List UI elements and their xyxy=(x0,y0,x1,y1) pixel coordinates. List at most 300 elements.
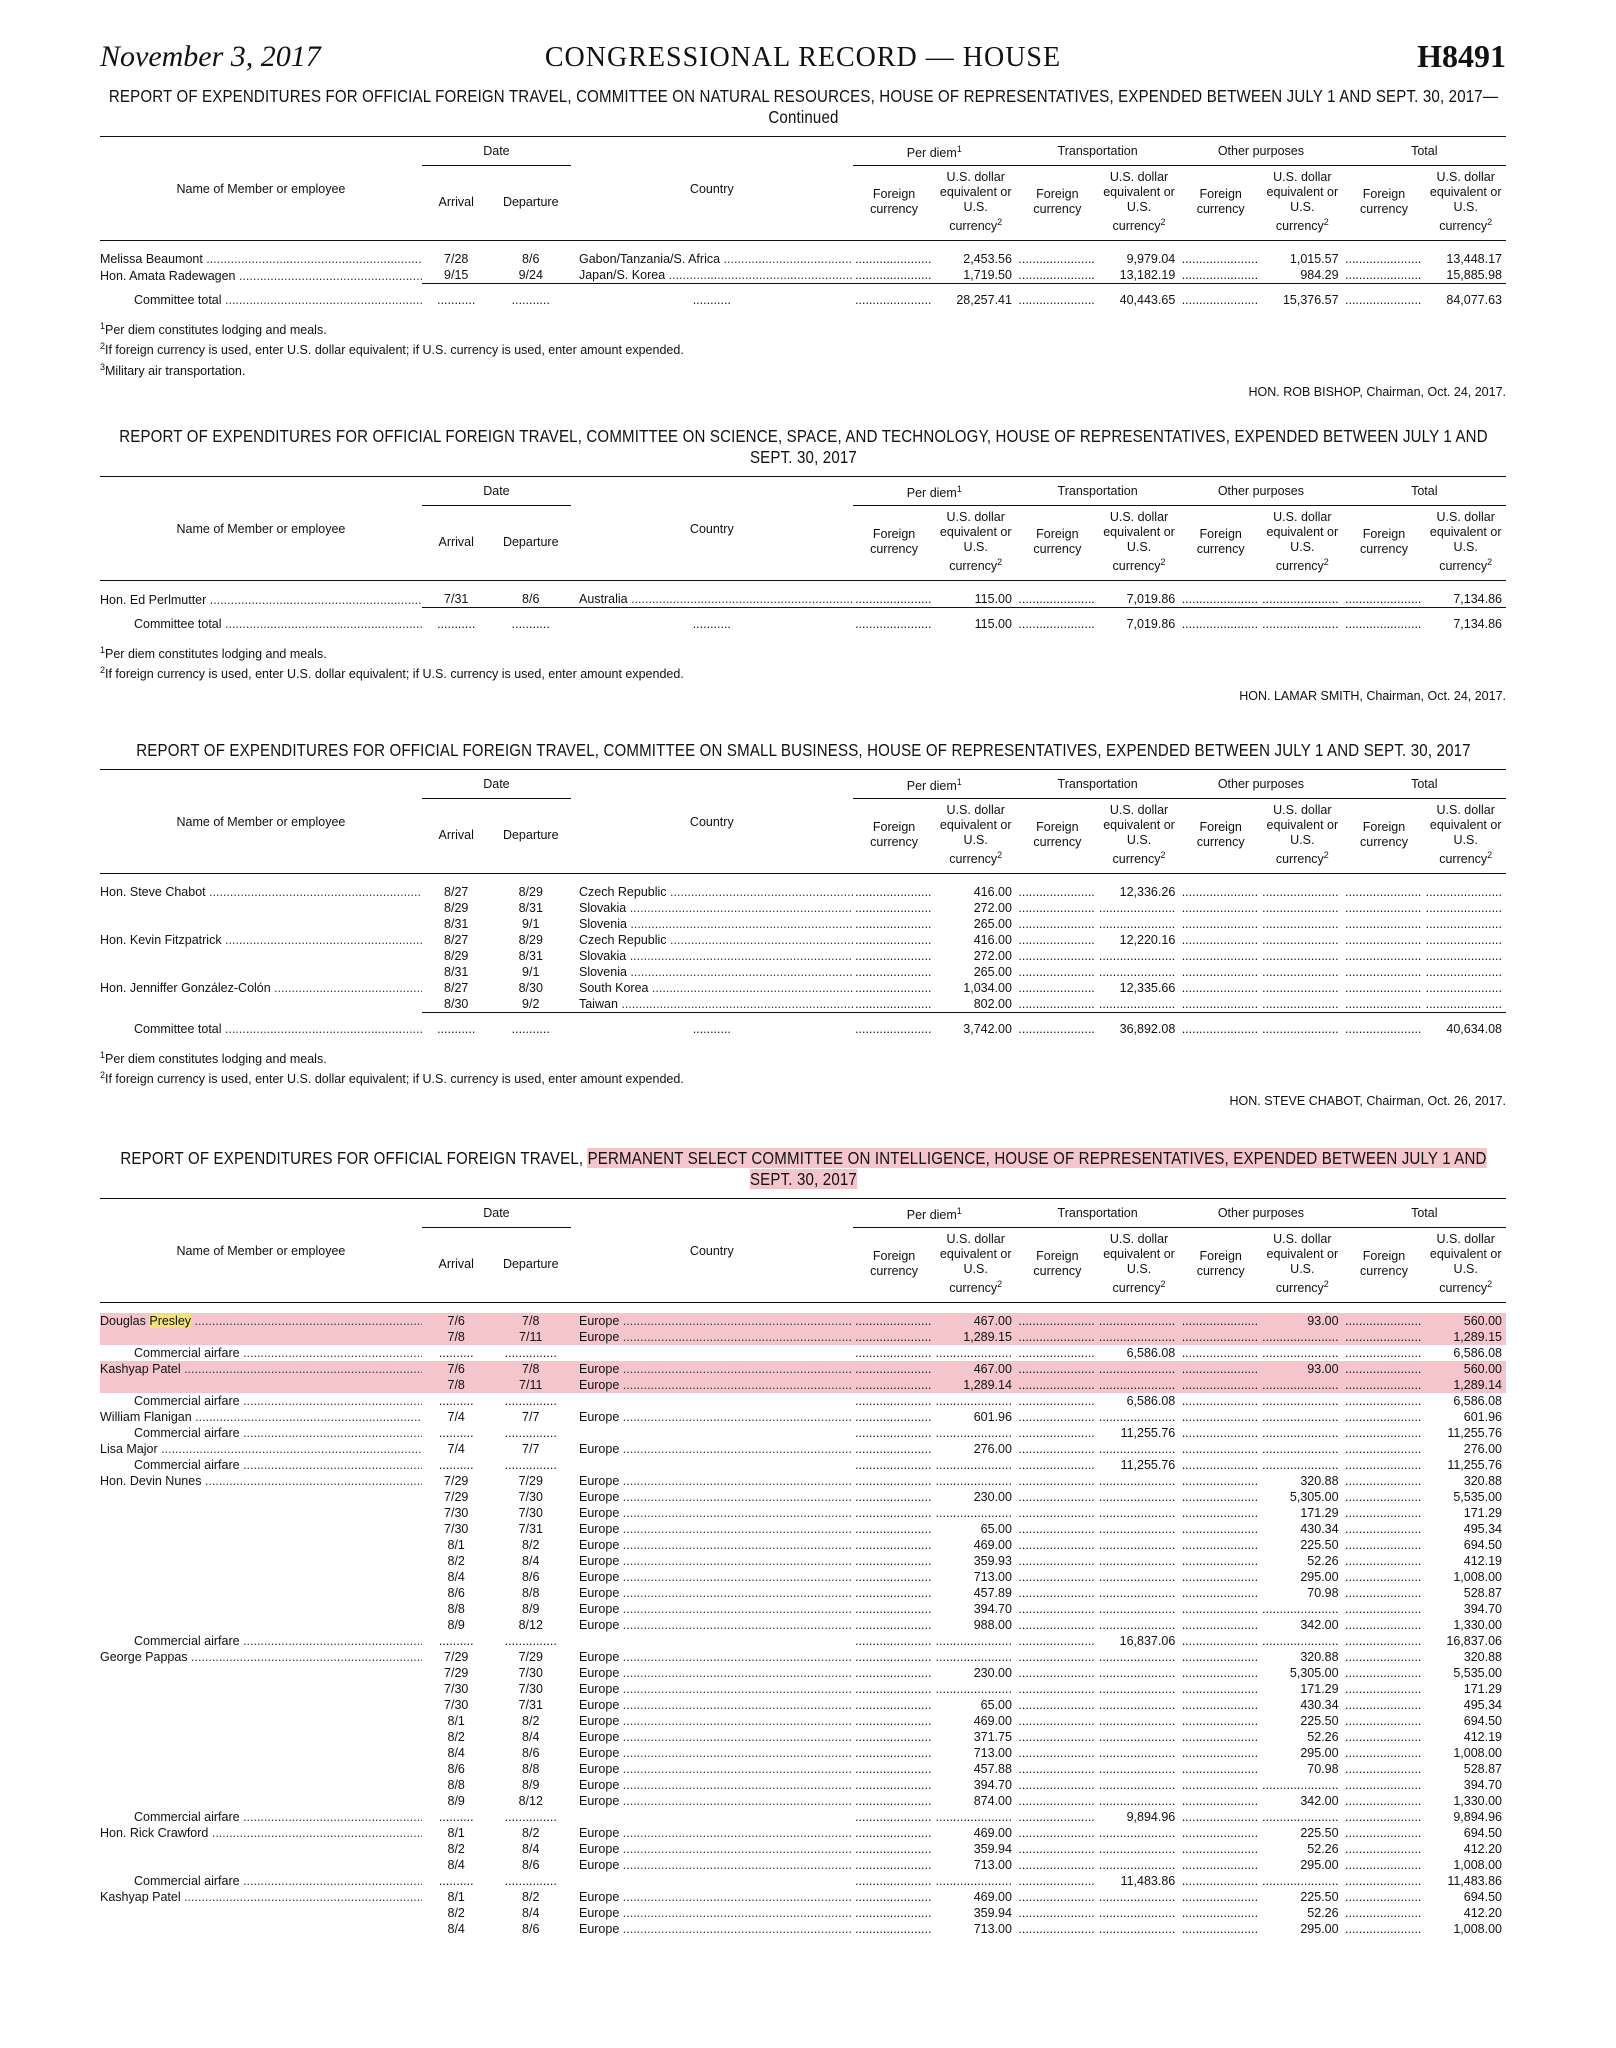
pd-amount xyxy=(935,1313,1015,1329)
total-foreign xyxy=(1016,1013,1099,1040)
pd-amount xyxy=(935,1473,1015,1489)
tr-amount xyxy=(1099,1425,1179,1441)
op-amount xyxy=(1262,1441,1342,1457)
country-text: Europe xyxy=(578,1922,620,1937)
tr-amount xyxy=(1099,1457,1179,1473)
leader-dots: ...................... xyxy=(1345,1586,1422,1601)
tr-amount xyxy=(1099,1505,1179,1521)
leader-dots: ...................... xyxy=(1345,1554,1422,1569)
op-amount xyxy=(1262,251,1342,267)
tot-amount-text: 1,008.00 xyxy=(1453,1746,1502,1761)
arrival-date xyxy=(422,932,491,948)
total-pd-text: 3,742.00 xyxy=(963,1022,1012,1037)
op-amount-text: 225.50 xyxy=(1300,1714,1339,1729)
leader-dots: ...................... xyxy=(855,1458,932,1473)
foreign-currency-amount xyxy=(1343,1713,1426,1729)
leader-dots: ...................... xyxy=(1098,901,1176,916)
arrival-date xyxy=(422,251,491,267)
foreign-currency-header xyxy=(853,166,936,241)
departure-date xyxy=(491,1729,571,1745)
leader-dots: ...................... xyxy=(1181,1810,1259,1825)
departure-date-text: 7/29 xyxy=(518,1650,543,1665)
total-foreign xyxy=(1016,608,1099,635)
leader-dots: ...................... xyxy=(1098,1714,1176,1729)
member-name-text: Lisa Major xyxy=(100,1442,158,1457)
leader-dots xyxy=(618,997,853,1011)
report-title xyxy=(102,740,1505,761)
leader-dots: ...................... xyxy=(855,1474,932,1489)
foreign-currency-amount xyxy=(1016,1537,1099,1553)
tot-amount-text: 13,448.17 xyxy=(1446,252,1502,267)
table-row xyxy=(100,1873,1506,1889)
pd-amount xyxy=(935,1617,1015,1633)
departure-date xyxy=(491,916,571,932)
leader-dots: ...................... xyxy=(1181,1570,1259,1585)
pd-amount-text: 359.94 xyxy=(973,1842,1012,1857)
pd-amount xyxy=(935,1393,1015,1409)
country xyxy=(571,1345,853,1361)
op-amount xyxy=(1262,1793,1342,1809)
pd-amount-text: 469.00 xyxy=(973,1890,1012,1905)
tr-amount-text: 6,586.08 xyxy=(1126,1394,1176,1409)
op-amount xyxy=(1262,1761,1342,1777)
leader-dots xyxy=(720,252,853,266)
foreign-currency-amount xyxy=(1016,1441,1099,1457)
table-row xyxy=(100,1681,1506,1697)
arrival-date xyxy=(422,948,491,964)
country-header-label: Country xyxy=(689,521,734,536)
foreign-currency-amount xyxy=(1016,1569,1099,1585)
country-text: Europe xyxy=(578,1906,620,1921)
member-name-text: Hon. Steve Chabot xyxy=(100,885,206,900)
member-name xyxy=(100,1489,422,1505)
foreign-currency-amount xyxy=(1343,1361,1426,1377)
foreign-currency-amount xyxy=(1179,1585,1262,1601)
leader-dots: ...................... xyxy=(1098,1474,1176,1489)
pd-amount xyxy=(935,1921,1015,1937)
arrival-date xyxy=(422,1745,491,1761)
foreign-currency-label: Foreign currency xyxy=(1360,527,1408,557)
leader-dots: ...................... xyxy=(1181,1762,1259,1777)
footnote-ref: 2 xyxy=(997,1279,1003,1290)
foreign-currency-amount xyxy=(1016,1793,1099,1809)
foreign-currency-amount xyxy=(853,1761,936,1777)
foreign-currency-amount xyxy=(1343,1521,1426,1537)
member-name xyxy=(100,1393,422,1409)
per-diem-header xyxy=(853,1199,1016,1228)
tr-amount-text: 13,182.19 xyxy=(1119,268,1176,283)
op-amount-text: 5,305.00 xyxy=(1289,1666,1339,1681)
country-text: Europe xyxy=(578,1730,620,1745)
leader-dots: ........... xyxy=(511,1022,550,1037)
departure-date xyxy=(491,1313,571,1329)
tr-amount xyxy=(1099,1825,1179,1841)
foreign-currency-amount xyxy=(853,1489,936,1505)
foreign-currency-amount xyxy=(1343,1745,1426,1761)
op-amount-text: 52.26 xyxy=(1307,1730,1339,1745)
departure-date-text: 7/29 xyxy=(518,1474,543,1489)
foreign-currency-amount xyxy=(853,1361,936,1377)
table-row xyxy=(100,900,1506,916)
country-text: Australia xyxy=(578,592,628,607)
country xyxy=(571,1633,853,1649)
arrival-label: Arrival xyxy=(438,1256,474,1271)
arrival-date xyxy=(422,980,491,996)
table-row xyxy=(100,1921,1506,1937)
pd-amount xyxy=(935,1329,1015,1345)
leader-dots: ...................... xyxy=(855,1426,932,1441)
departure-date-text: 8/4 xyxy=(522,1906,540,1921)
pd-amount xyxy=(935,1553,1015,1569)
total-header xyxy=(1343,137,1506,166)
country xyxy=(571,1441,853,1457)
total-tr xyxy=(1099,284,1179,311)
op-amount xyxy=(1262,1601,1342,1617)
departure-date-text: 8/2 xyxy=(522,1538,540,1553)
total-tot xyxy=(1425,1013,1506,1040)
pd-amount-text: 394.70 xyxy=(973,1602,1012,1617)
committee-total-row xyxy=(100,608,1506,635)
pd-amount xyxy=(935,932,1015,948)
arrival-date xyxy=(422,1329,491,1345)
country-text: South Korea xyxy=(578,981,649,996)
departure-date-text: 7/8 xyxy=(522,1362,540,1377)
tr-amount xyxy=(1099,1777,1179,1793)
leader-dots: ...................... xyxy=(1181,1378,1259,1393)
departure-date-text: 8/6 xyxy=(522,252,540,267)
date-header-label: Date xyxy=(483,144,510,159)
tot-amount xyxy=(1425,1601,1506,1617)
leader-dots: ...................... xyxy=(935,1458,1012,1473)
country xyxy=(571,1537,853,1553)
departure-date xyxy=(491,1681,571,1697)
foreign-currency-amount xyxy=(1016,1665,1099,1681)
usd-equivalent-header xyxy=(935,166,1015,241)
leader-dots xyxy=(619,1890,852,1904)
leader-dots: ...................... xyxy=(1181,885,1259,900)
arrival-date-text: 8/4 xyxy=(447,1922,465,1937)
other-purposes-header xyxy=(1179,1199,1342,1228)
arrival-date xyxy=(422,1681,491,1697)
leader-dots xyxy=(619,1330,852,1344)
member-name xyxy=(100,1569,422,1585)
usd-equivalent-header xyxy=(1262,1228,1342,1303)
tot-amount-text: 528.87 xyxy=(1463,1586,1502,1601)
country-text: Europe xyxy=(578,1650,620,1665)
tot-amount xyxy=(1425,1329,1506,1345)
member-name xyxy=(100,1425,422,1441)
pd-amount-text: 65.00 xyxy=(980,1522,1012,1537)
tr-amount xyxy=(1099,1761,1179,1777)
name-header-label: Name of Member or employee xyxy=(176,181,346,196)
committee-total-text: Committee total xyxy=(134,293,222,308)
usd-equivalent-header xyxy=(1425,1228,1506,1303)
leader-dots xyxy=(619,1538,852,1552)
blank-cell xyxy=(571,608,853,635)
usd-equivalent-label: U.S. dollar equivalent or U.S. currency xyxy=(1266,510,1339,574)
country xyxy=(571,1745,853,1761)
foreign-currency-header xyxy=(1179,506,1262,581)
member-name xyxy=(100,900,422,916)
leader-dots: ........... xyxy=(692,293,731,308)
leader-dots: ...................... xyxy=(1018,1826,1095,1841)
leader-dots: ...................... xyxy=(935,1346,1012,1361)
date-header xyxy=(422,770,571,799)
leader-dots: .......... xyxy=(438,1874,474,1889)
departure-date xyxy=(491,1585,571,1601)
arrival-date-text: 7/8 xyxy=(447,1378,465,1393)
pd-amount xyxy=(935,1585,1015,1601)
table-row xyxy=(100,1521,1506,1537)
departure-date xyxy=(491,1921,571,1937)
tot-amount xyxy=(1425,1841,1506,1857)
leader-dots: ...................... xyxy=(1181,1650,1259,1665)
total-header xyxy=(1343,1199,1506,1228)
leader-dots xyxy=(619,1922,852,1936)
table-row xyxy=(100,251,1506,267)
country xyxy=(571,1905,853,1921)
total-tr xyxy=(1099,608,1179,635)
leader-dots: ...................... xyxy=(1262,1394,1339,1409)
arrival-date-text: 8/1 xyxy=(447,1714,465,1729)
leader-dots: ...................... xyxy=(1345,1490,1422,1505)
departure-date-text: 8/6 xyxy=(522,1858,540,1873)
country xyxy=(571,884,853,900)
footnote-number: 1 xyxy=(100,645,106,656)
foreign-currency-amount xyxy=(853,1825,936,1841)
foreign-currency-amount xyxy=(853,251,936,267)
foreign-currency-amount xyxy=(1179,900,1262,916)
chairman-signoff xyxy=(100,385,1506,399)
leader-dots: ...................... xyxy=(1181,933,1259,948)
departure-header xyxy=(491,1228,571,1303)
leader-dots: ...................... xyxy=(1345,901,1422,916)
foreign-currency-amount xyxy=(1179,1393,1262,1409)
pd-amount xyxy=(935,948,1015,964)
arrival-date-text: 7/8 xyxy=(447,1330,465,1345)
arrival-date-text: 7/31 xyxy=(444,592,469,607)
tr-amount xyxy=(1099,1649,1179,1665)
tr-amount xyxy=(1099,1329,1179,1345)
arrival-date xyxy=(422,1409,491,1425)
member-name xyxy=(100,1761,422,1777)
footnote-text: If foreign currency is used, enter U.S. dollar equivalent; if U.S. currency is used, enter amount expended. xyxy=(105,667,684,682)
leader-dots: ...................... xyxy=(1345,1778,1422,1793)
pd-amount-text: 469.00 xyxy=(973,1826,1012,1841)
foreign-currency-amount xyxy=(853,1521,936,1537)
leader-dots: ...................... xyxy=(1018,1022,1095,1037)
leader-dots xyxy=(619,1762,852,1776)
country xyxy=(571,1601,853,1617)
foreign-currency-label: Foreign currency xyxy=(870,1249,919,1279)
leader-dots: ...................... xyxy=(1018,1506,1095,1521)
foreign-currency-amount xyxy=(1179,1729,1262,1745)
leader-dots: ...................... xyxy=(1098,1666,1176,1681)
foreign-currency-amount xyxy=(1016,1857,1099,1873)
foreign-currency-amount xyxy=(853,1889,936,1905)
arrival-date xyxy=(422,1649,491,1665)
foreign-currency-amount xyxy=(1179,1649,1262,1665)
departure-date xyxy=(491,1841,571,1857)
arrival-date-text: 8/9 xyxy=(447,1618,465,1633)
arrival-date xyxy=(422,900,491,916)
departure-date-text: 7/30 xyxy=(518,1490,543,1505)
leader-dots: ...................... xyxy=(1181,901,1259,916)
tot-amount xyxy=(1425,1553,1506,1569)
tot-amount xyxy=(1425,1377,1506,1393)
total-op-text: 15,376.57 xyxy=(1282,293,1339,308)
leader-dots: ...................... xyxy=(1098,1778,1176,1793)
pd-amount-text: 416.00 xyxy=(973,933,1012,948)
leader-dots: ...................... xyxy=(1181,1730,1259,1745)
foreign-currency-amount xyxy=(853,1505,936,1521)
leader-dots: ...................... xyxy=(1098,1762,1176,1777)
transportation-header xyxy=(1016,137,1179,166)
op-amount xyxy=(1262,1489,1342,1505)
leader-dots xyxy=(619,1410,852,1424)
op-amount xyxy=(1262,1313,1342,1329)
op-amount xyxy=(1262,1649,1342,1665)
member-name xyxy=(100,1649,422,1665)
foreign-currency-amount xyxy=(853,932,936,948)
foreign-currency-amount xyxy=(1179,1553,1262,1569)
foreign-currency-label: Foreign currency xyxy=(1360,187,1408,217)
pd-amount xyxy=(935,1809,1015,1825)
leader-dots: ...................... xyxy=(855,1922,932,1937)
departure-date-text: 8/6 xyxy=(522,1746,540,1761)
tr-amount-text: 11,255.76 xyxy=(1120,1458,1176,1473)
leader-dots: ...................... xyxy=(1181,1022,1259,1037)
table-row xyxy=(100,1745,1506,1761)
foreign-currency-amount xyxy=(1179,932,1262,948)
departure-date xyxy=(491,1409,571,1425)
member-name xyxy=(100,916,422,932)
table-row xyxy=(100,1537,1506,1553)
departure-date-text: 8/31 xyxy=(518,901,543,916)
foreign-currency-amount xyxy=(1179,1681,1262,1697)
op-amount-text: 295.00 xyxy=(1300,1858,1339,1873)
foreign-currency-amount xyxy=(1343,1697,1426,1713)
member-name-text: Hon. Kevin Fitzpatrick xyxy=(100,933,222,948)
leader-dots: ...................... xyxy=(855,1442,932,1457)
tr-amount-text: 9,894.96 xyxy=(1126,1810,1176,1825)
arrival-date xyxy=(422,1601,491,1617)
foreign-currency-amount xyxy=(1343,1313,1426,1329)
leader-dots: ........... xyxy=(437,617,476,632)
departure-date xyxy=(491,1665,571,1681)
member-name-text: Commercial airfare xyxy=(134,1458,240,1473)
departure-date xyxy=(491,1745,571,1761)
foreign-currency-amount xyxy=(1179,1617,1262,1633)
pd-amount xyxy=(935,1713,1015,1729)
leader-dots: ...................... xyxy=(1018,293,1095,308)
departure-date-text: 8/8 xyxy=(522,1586,540,1601)
tot-amount-text: 694.50 xyxy=(1463,1826,1502,1841)
leader-dots: ...................... xyxy=(1345,1922,1422,1937)
leader-dots: ...................... xyxy=(855,1490,932,1505)
arrival-date-text: 7/30 xyxy=(444,1506,469,1521)
report-intelligence xyxy=(100,1148,1506,1937)
table-row xyxy=(100,916,1506,932)
leader-dots: ...................... xyxy=(1098,1586,1176,1601)
leader-dots: ...................... xyxy=(1345,997,1422,1012)
foreign-currency-amount xyxy=(853,900,936,916)
country-header xyxy=(571,477,853,581)
leader-dots: ...................... xyxy=(1018,1874,1095,1889)
tr-amount xyxy=(1099,1537,1179,1553)
foreign-currency-amount xyxy=(853,996,936,1013)
op-amount xyxy=(1262,1521,1342,1537)
total-tr xyxy=(1099,1013,1179,1040)
tot-amount xyxy=(1425,1825,1506,1841)
leader-dots: ...................... xyxy=(1018,1490,1095,1505)
country-header-label: Country xyxy=(689,814,734,829)
footnote-ref: 2 xyxy=(1323,557,1329,568)
name-header xyxy=(100,1199,422,1303)
country-text: Europe xyxy=(578,1330,620,1345)
leader-dots: ...................... xyxy=(1018,1570,1095,1585)
leader-dots: ...................... xyxy=(1345,1858,1422,1873)
tot-amount xyxy=(1425,932,1506,948)
committee-total-label xyxy=(100,1013,422,1040)
leader-dots: ...................... xyxy=(855,1618,932,1633)
tot-amount xyxy=(1425,980,1506,996)
op-amount xyxy=(1262,1409,1342,1425)
foreign-currency-amount xyxy=(1179,1697,1262,1713)
tot-amount xyxy=(1425,1681,1506,1697)
leader-dots: ...................... xyxy=(1262,885,1339,900)
leader-dots: ...................... xyxy=(1018,997,1095,1012)
tot-amount-text: 1,008.00 xyxy=(1453,1570,1502,1585)
total-header-label: Total xyxy=(1411,1206,1438,1221)
op-amount xyxy=(1262,1713,1342,1729)
tot-amount-text: 320.88 xyxy=(1463,1474,1502,1489)
tr-amount-text: 12,335.66 xyxy=(1119,981,1176,996)
member-name-text: Hon. Amata Radewagen xyxy=(100,268,236,283)
op-amount-text: 225.50 xyxy=(1300,1826,1339,1841)
departure-date-text: 9/1 xyxy=(522,965,540,980)
departure-date xyxy=(491,1873,571,1889)
member-name xyxy=(100,1505,422,1521)
leader-dots: ...................... xyxy=(1018,901,1095,916)
foreign-currency-amount xyxy=(1343,1649,1426,1665)
foreign-currency-amount xyxy=(1179,964,1262,980)
leader-dots xyxy=(619,1746,852,1760)
leader-dots: ........... xyxy=(437,293,476,308)
leader-dots: ...................... xyxy=(855,268,932,283)
leader-dots: ...................... xyxy=(1262,933,1339,948)
footnote-ref: 1 xyxy=(956,484,962,494)
leader-dots: ...................... xyxy=(855,1810,932,1825)
footnote xyxy=(100,642,1506,662)
foreign-currency-amount xyxy=(853,1777,936,1793)
tot-amount-text: 320.88 xyxy=(1463,1650,1502,1665)
tot-amount xyxy=(1425,1889,1506,1905)
op-amount-text: 93.00 xyxy=(1307,1314,1339,1329)
leader-dots: ...................... xyxy=(1098,1442,1176,1457)
leader-dots: ...................... xyxy=(1018,917,1095,932)
leader-dots xyxy=(206,885,422,899)
departure-date-text: 7/8 xyxy=(522,1314,540,1329)
leader-dots: ...................... xyxy=(1181,1698,1259,1713)
tot-amount-text: 560.00 xyxy=(1463,1314,1502,1329)
leader-dots: ...................... xyxy=(1345,1794,1422,1809)
member-name xyxy=(100,1329,422,1345)
foreign-currency-amount xyxy=(1179,1761,1262,1777)
member-name xyxy=(100,1585,422,1601)
departure-date-text: 8/6 xyxy=(522,592,540,607)
arrival-date xyxy=(422,1841,491,1857)
